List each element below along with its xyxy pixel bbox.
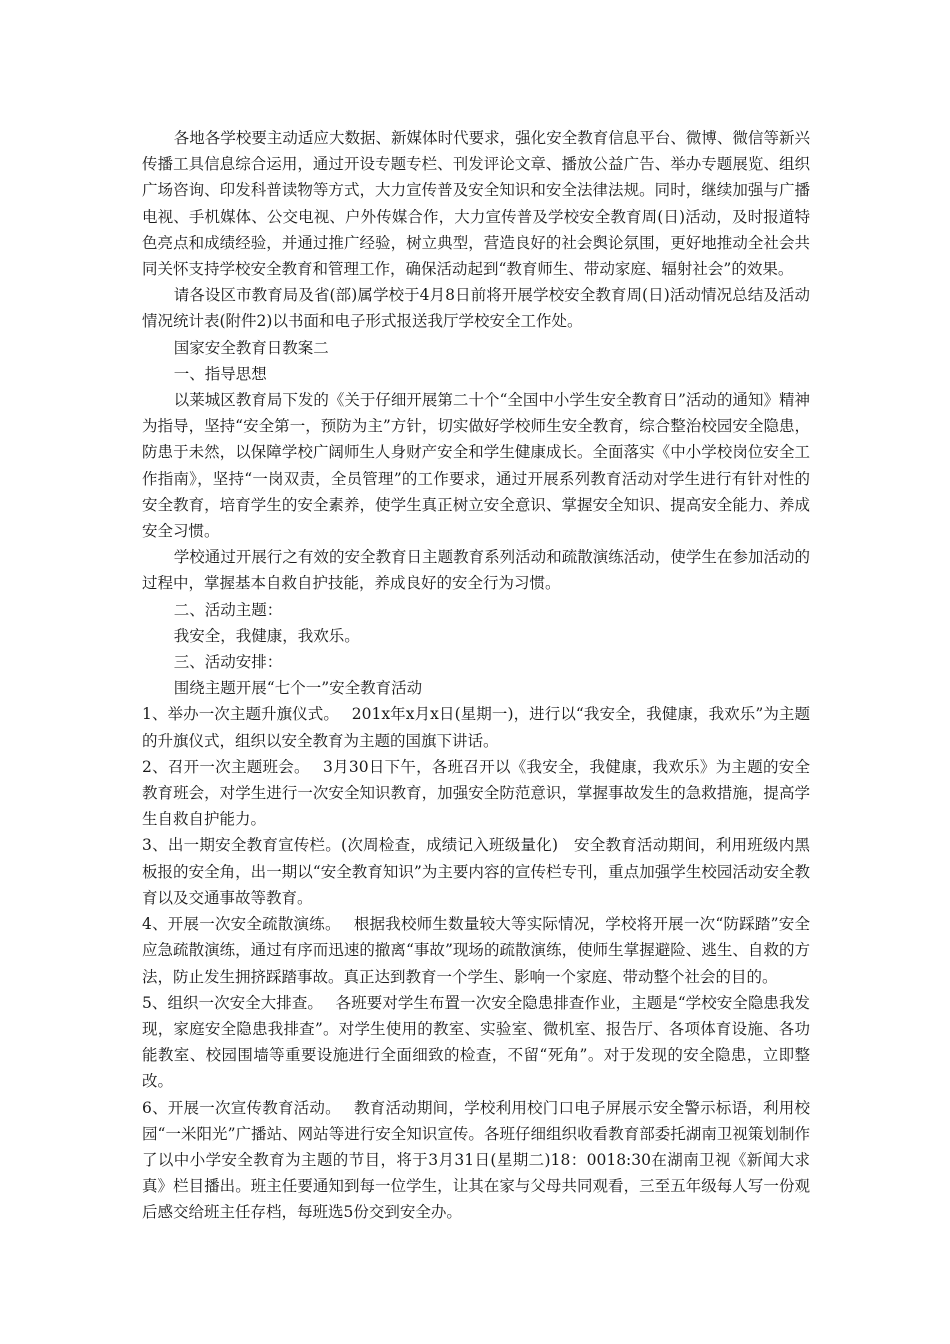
paragraph-arrangement-intro: 围绕主题开展“七个一”安全教育活动 bbox=[173, 679, 423, 698]
paragraph-report-deadline: 请各设区市教育局及省(部)属学校于4月8日前将开展学校安全教育周(日)活动情况总结及活动情况统计表(附件2)以书面和电子形式报送我厅学校安全工作处。 bbox=[142, 286, 810, 331]
list-item-flag-ceremony: 1、举办一次主题升旗仪式。 201x年x月x日(星期一)，进行以“我安全，我健康，我欢乐”为主题的升旗仪式，组织以安全教育为主题的国旗下讲话。 bbox=[142, 705, 810, 750]
section-heading-arrangement: 三、活动安排： bbox=[173, 653, 283, 672]
section-heading-theme: 二、活动主题： bbox=[173, 600, 283, 619]
paragraph-theme: 我安全，我健康，我欢乐。 bbox=[173, 626, 360, 645]
list-item-safety-inspection: 5、组织一次安全大排查。 各班要对学生布置一次安全隐患排查作业，主题是“学校安全隐患我发现，家庭安全隐患我排查”。对学生使用的教室、实验室、微机室、报告厅、各项体育设施、各功能教室、校园围墙等重要设施进行全面细致的检查，不留“死角”。对于发现的安全隐患，立即整改。 bbox=[142, 993, 810, 1091]
list-item-evacuation-drill: 4、开展一次安全疏散演练。 根据我校师生数量较大等实际情况，学校将开展一次“防踩踏”安全应急疏散演练，通过有序而迅速的撤离“事故”现场的疏散演练，使师生掌握避险、逃生、自救的方法，防止发生拥挤踩踏事故。真正达到教育一个学生、影响一个家庭、带动整个社会的目的。 bbox=[142, 915, 810, 986]
document-body bbox=[142, 125, 810, 1226]
list-item-publicity-activity: 6、开展一次宣传教育活动。 教育活动期间，学校利用校门口电子屏展示安全警示标语，利用校园“一米阳光”广播站、网站等进行安全知识宣传。各班仔细组织收看教育部委托湖南卫视策划制作了以中小学安全教育为主题的节目，将于3月31日(星期二)18：0018:30在湖南卫视《新闻大求真》栏目播出。班主任要通知到每一位学生，让其在家与父母共同观看，三至五年级每人写一份观后感交给班主任存档，每班选5份交到安全办。 bbox=[142, 1098, 810, 1222]
section-heading-guiding-thought: 一、指导思想 bbox=[173, 364, 267, 383]
paragraph-guiding-thought: 以莱城区教育局下发的《关于仔细开展第二十个“全国中小学生安全教育日”活动的通知》精神为指导，坚持“安全第一，预防为主”方针，切实做好学校师生安全教育，综合整治校园安全隐患，防患于未然，以保障学校广阔师生人身财产安全和学生健康成长。全面落实《中小学校岗位安全工作指南》，坚持“一岗双责，全员管理”的工作要求，通过开展系列教育活动对学生进行有针对性的安全教育，培育学生的安全素养，使学生真正树立安全意识、掌握安全知识、提高安全能力、养成安全习惯。 bbox=[142, 391, 810, 541]
list-item-bulletin-board: 3、出一期安全教育宣传栏。(次周检查，成绩记入班级量化) 安全教育活动期间，利用班级内黑板报的安全角，出一期以“安全教育知识”为主要内容的宣传栏专刊，重点加强学生校园活动安全教育以及交通事故等教育。 bbox=[142, 836, 810, 907]
lesson-plan-title: 国家安全教育日教案二 bbox=[173, 338, 329, 357]
paragraph-publicity: 各地各学校要主动适应大数据、新媒体时代要求，强化安全教育信息平台、微博、微信等新兴传播工具信息综合运用，通过开设专题专栏、刊发评论文章、播放公益广告、举办专题展览、组织广场咨询、印发科普读物等方式，大力宣传普及安全知识和安全法律法规。同时，继续加强与广播电视、手机媒体、公交电视、户外传媒合作，大力宣传普及学校安全教育周(日)活动，及时报道特色亮点和成绩经验，并通过推广经验，树立典型，营造良好的社会舆论氛围，更好地推动全社会共同关怀支持学校安全教育和管理工作，确保活动起到“教育师生、带动家庭、辐射社会”的效果。 bbox=[142, 129, 810, 279]
paragraph-activity-goal: 学校通过开展行之有效的安全教育日主题教育系列活动和疏散演练活动，使学生在参加活动的过程中，掌握基本自救自护技能，养成良好的安全行为习惯。 bbox=[142, 548, 810, 593]
list-item-class-meeting: 2、召开一次主题班会。 3月30日下午，各班召开以《我安全，我健康，我欢乐》为主题的安全教育班会，对学生进行一次安全知识教育，加强安全防范意识，掌握事故发生的急救措施，提高学生自救自护能力。 bbox=[142, 757, 810, 829]
